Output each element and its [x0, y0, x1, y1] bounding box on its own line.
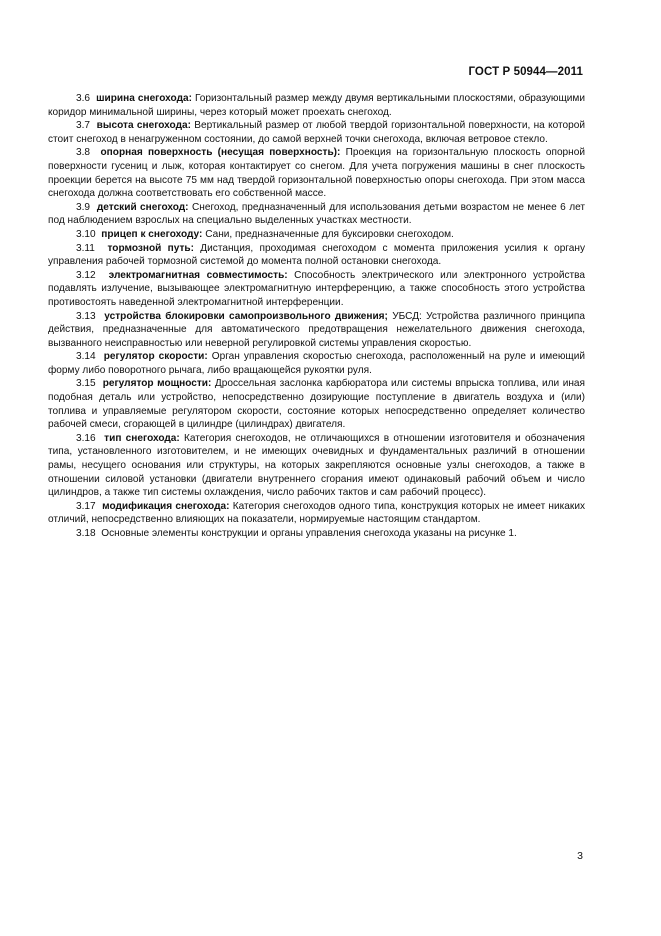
clause-3-17 [48, 500, 585, 527]
clause-term: прицеп к снегоходу: [101, 228, 203, 240]
standard-designation: ГОСТ Р 50944—2011 [468, 66, 583, 78]
clause-text: УБСД: Устройства различного принципа действия, предназначенные для автоматического предотвращения нежелательного движения снегохода, вызванного неисправностью или неверной регулировкой системы управления скоростью. [48, 310, 585, 349]
page-number: 3 [577, 850, 583, 862]
clause-term: модификация снегохода: [102, 500, 230, 512]
clause-3-14 [48, 350, 585, 377]
clause-text: Категория снегоходов, не отличающихся в отношении изготовителя и обозначения типа, установленного изготовителем, и не имеющих очевидных и фундаментальных различий в отношении рамы, несущего основания или структуры, на которых закрепляются основные узлы снегоходов, а также в отношении силовой установки (двигатели внутреннего сгорания имеют одинаковый рабочий объем и число цилиндров, а также тип системы охлаждения, число рабочих тактов и сам рабочий процесс). [48, 432, 585, 499]
clause-number: 3.17 [76, 500, 96, 512]
clause-term: высота снегохода: [96, 120, 191, 132]
clause-text: Орган управления скоростью снегохода, расположенный на руле и имеющий форму либо поворотного рычага, либо вращающейся рукоятки руля. [48, 351, 585, 376]
clause-number: 3.18 [76, 528, 96, 539]
clause-number: 3.6 [76, 93, 91, 104]
clause-text: Вертикальный размер от любой твердой горизонтальной поверхности, на которой стоит снегоход в ненагруженном состоянии, до самой верхней точки снегохода, включая ветровое стекло. [48, 120, 586, 145]
clause-text: Основные элементы конструкции и органы управления снегохода указаны на рисунке 1. [101, 528, 517, 539]
clause-3-10 [48, 228, 585, 242]
clause-term: тип снегохода: [104, 432, 180, 444]
clause-term: детский снегоход: [96, 201, 189, 213]
clause-text: Проекция на горизонтальную плоскость опорной поверхности гусениц и лыж, которая контактирует со снегом. Для учета погружения машины в снег плоскость проекции берется на высоте 75 мм над твердой горизонтальной поверхностью опоры снегохода. При этом масса снегохода должна соответствовать его собственной массе. [48, 147, 585, 200]
clause-number: 3.15 [76, 378, 96, 390]
clause-number: 3.12 [76, 269, 96, 281]
clause-3-16 [48, 432, 585, 500]
clause-term: опорная поверхность (несущая поверхность): [100, 147, 341, 159]
clause-number: 3.11 [76, 242, 95, 254]
clause-text: Дроссельная заслонка карбюратора или системы впрыска топлива, или иная подобная деталь или устройство, непосредственно дозирующие поступление в двигатель воздуха и (или) топлива и управляемые регулятором скорости, состояние которых непосредственно определяет количество рабочей смеси, сгорающей в цилиндре (цилиндрах) двигателя. [48, 378, 586, 431]
clause-text: Сани, предназначенные для буксировки снегоходом. [205, 228, 454, 240]
clause-number: 3.8 [76, 147, 91, 159]
clause-term: регулятор скорости: [103, 351, 208, 363]
clause-3-15 [48, 377, 585, 431]
clause-number: 3.14 [76, 351, 96, 363]
clause-3-11 [48, 242, 585, 269]
clause-text: Дистанция, проходимая снегоходом с момента приложения усилия к органу управления рабочей тормозной системой до момента полной остановки снегохода. [48, 242, 586, 268]
clause-text: Категория снегоходов одного типа, конструкция которых не имеет никаких отличий, непосредственно влияющих на показатели, нормируемые настоящим стандартом. [48, 500, 586, 526]
clause-term: электромагнитная совместимость: [108, 269, 288, 281]
clause-3-9 [48, 201, 585, 228]
clause-3-6 [48, 92, 585, 119]
clause-term: регулятор мощности: [102, 378, 212, 390]
clause-number: 3.16 [76, 432, 96, 444]
clause-3-18 [48, 527, 585, 541]
clause-3-12 [48, 269, 585, 310]
clause-3-13 [48, 310, 585, 351]
clause-number: 3.9 [76, 201, 91, 213]
clause-3-8 [48, 146, 585, 200]
clause-number: 3.13 [76, 310, 96, 322]
clause-text: Горизонтальный размер между двумя вертикальными плоскостями, образующими коридор минимальной ширины, через который может проехать снегоход. [48, 93, 586, 118]
clause-3-7 [48, 119, 585, 146]
clause-term: тормозной путь: [107, 242, 194, 254]
clause-number: 3.7 [76, 120, 91, 132]
clause-term: устройства блокировки самопроизвольного движения; [104, 310, 388, 322]
clause-number: 3.10 [76, 228, 96, 240]
clause-term: ширина снегохода: [96, 93, 192, 104]
document-body [48, 92, 585, 541]
clause-text: Снегоход, предназначенный для использования детьми возрастом не менее 6 лет под наблюдением взрослых на специально выделенных участках местности. [48, 201, 585, 227]
clause-text: Способность электрического или электронного устройства подавлять излучение, вызывающее электромагнитную интерференцию, а также способность этого устройства противостоять наведенной электромагнитной интерференции. [48, 269, 586, 308]
